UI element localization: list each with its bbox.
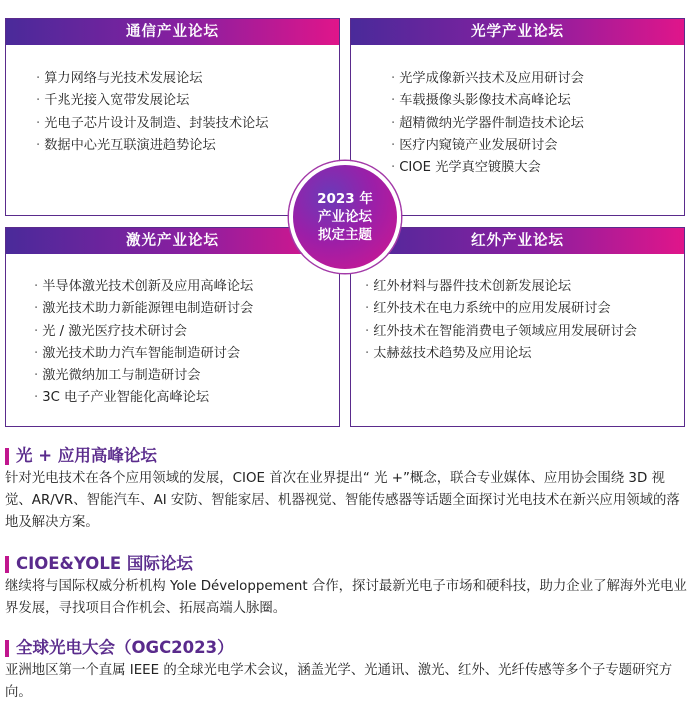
panel-list bbox=[365, 276, 637, 365]
section-ogc bbox=[5, 636, 687, 704]
list-item: · CIOE 光学真空镀膜大会 bbox=[391, 160, 541, 176]
section-body: 继续将与国际权威分析机构 Yole Développement 合作，探讨最新光电子市场和硬科技，助力企业了解海外光电业界发展，寻找项目合作机会、拓展高端人脉圈。 bbox=[5, 579, 687, 616]
badge-year: 2023 年 bbox=[317, 191, 373, 207]
list-item: · 算力网络与光技术发展论坛 bbox=[36, 71, 203, 86]
list-item: · 医疗内窥镜产业发展研讨会 bbox=[391, 137, 558, 153]
panel-title: 红外产业论坛 bbox=[351, 228, 684, 254]
panel-title: 激光产业论坛 bbox=[6, 228, 339, 254]
list-item: · 光学成像新兴技术及应用研讨会 bbox=[391, 71, 584, 86]
list-item: · 千兆光接入宽带发展论坛 bbox=[36, 93, 190, 109]
section-body: 针对光电技术在各个应用领域的发展，CIOE 首次在业界提出“ 光 +”概念，联合专业媒体、应用协会围绕 3D 视觉、AR/VR、智能汽车、AI 安防、智能家居、机器视觉、智能传感器等话题全面探讨光电技术在新兴应用领域的落地及解决方案。 bbox=[5, 471, 680, 530]
section-title: 光 + 应用高峰论坛 bbox=[16, 446, 157, 465]
section-title: 全球光电大会（OGC2023） bbox=[16, 638, 234, 657]
panel-title: 光学产业论坛 bbox=[351, 19, 684, 45]
badge-line3: 拟定主题 bbox=[318, 227, 372, 243]
panel-list bbox=[391, 68, 584, 179]
center-badge bbox=[289, 161, 401, 273]
list-item: · 3C 电子产业智能化高峰论坛 bbox=[34, 390, 210, 406]
section-cioe-yole bbox=[5, 552, 687, 620]
section-marker bbox=[5, 556, 9, 573]
forum-panel-communication bbox=[5, 18, 340, 216]
panel-title: 通信产业论坛 bbox=[6, 19, 339, 45]
forum-panel-optics bbox=[350, 18, 685, 216]
list-item: · 光电子芯片设计及制造、封装技术论坛 bbox=[36, 115, 269, 131]
forum-panel-laser bbox=[5, 227, 340, 427]
section-title: CIOE&YOLE 国际论坛 bbox=[16, 554, 193, 573]
list-item: · 激光微纳加工与制造研讨会 bbox=[34, 368, 201, 384]
section-marker bbox=[5, 640, 9, 657]
list-item: · 半导体激光技术创新及应用高峰论坛 bbox=[34, 279, 254, 294]
panel-list bbox=[36, 68, 268, 157]
panel-list bbox=[34, 276, 253, 410]
list-item: · 激光技术助力汽车智能制造研讨会 bbox=[34, 345, 241, 361]
list-item: · 红外材料与器件技术创新发展论坛 bbox=[365, 279, 572, 294]
list-item: · 光 / 激光医疗技术研讨会 bbox=[34, 323, 187, 339]
section-body: 亚洲地区第一个直属 IEEE 的全球光电学术会议，涵盖光学、光通讯、激光、红外、光纤传感等多个子专题研究方向。 bbox=[5, 663, 673, 700]
section-marker bbox=[5, 448, 9, 465]
list-item: · 红外技术在智能消费电子领域应用发展研讨会 bbox=[365, 323, 637, 339]
list-item: · 红外技术在电力系统中的应用发展研讨会 bbox=[365, 301, 611, 317]
list-item: · 车载摄像头影像技术高峰论坛 bbox=[391, 93, 571, 109]
section-optics-plus bbox=[5, 444, 687, 534]
list-item: · 数据中心光互联演进趋势论坛 bbox=[36, 137, 216, 153]
badge-line2: 产业论坛 bbox=[318, 209, 372, 225]
list-item: · 超精微纳光学器件制造技术论坛 bbox=[391, 115, 584, 131]
list-item: · 太赫兹技术趋势及应用论坛 bbox=[365, 345, 532, 361]
forum-panel-infrared bbox=[350, 227, 685, 427]
list-item: · 激光技术助力新能源锂电制造研讨会 bbox=[34, 301, 254, 317]
